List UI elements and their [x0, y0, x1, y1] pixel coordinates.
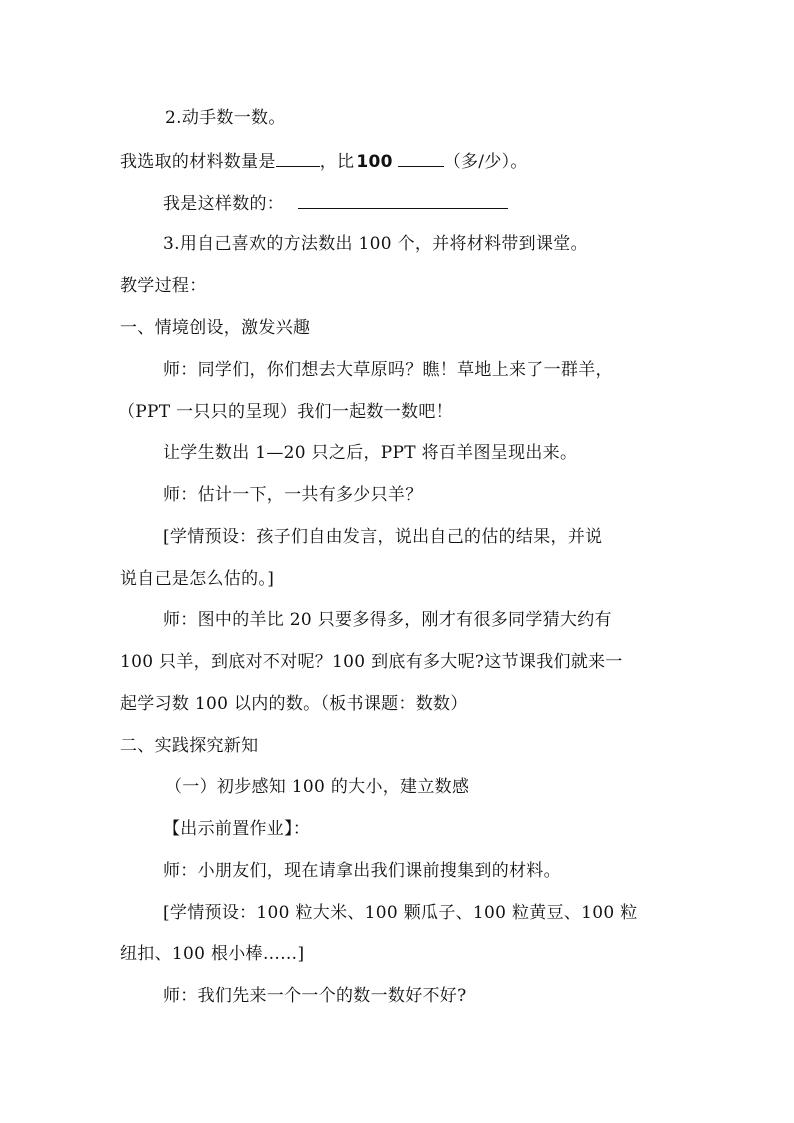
step2-title: 2.动手数一数。: [165, 108, 286, 128]
subsection1-title: （一）初步感知 100 的大小，建立数感: [165, 777, 470, 797]
section1-title: 一、情境创设，激发兴趣: [120, 318, 311, 338]
paragraph-5-line-1: 师：图中的羊比 20 只要多得多，刚才有很多同学猜大约有: [163, 610, 612, 630]
paragraph-8: 师：我们先来一个一个的数一数好不好?: [163, 986, 467, 1006]
count-method-label: 我是这样数的：: [163, 194, 285, 214]
material-suffix: （多/少）。: [443, 152, 528, 172]
more-less-blank[interactable]: [398, 148, 444, 167]
paragraph-3: 师：估计一下，一共有多少只羊？: [163, 485, 423, 505]
paragraph-4-line-1: [学情预设：孩子们自由发言，说出自己的估的结果，并说: [163, 527, 603, 547]
homework-title: 【出示前置作业】：: [163, 819, 311, 839]
paragraph-7-line-2: 纽扣、100 根小棒……]: [120, 944, 305, 964]
paragraph-1-line-2: （PPT 一只只的呈现）我们一起数一数吧！: [118, 402, 453, 422]
material-quantity-line: [120, 148, 528, 174]
paragraph-7-line-1: [学情预设：100 粒大米、100 颗瓜子、100 粒黄豆、100 粒: [163, 903, 638, 923]
paragraph-5-line-2: 100 只羊，到底对不对呢？100 到底有多大呢?这节课我们就来一: [120, 652, 623, 672]
material-number: 100: [356, 152, 393, 172]
count-method-line: [163, 190, 508, 216]
material-count-blank[interactable]: [276, 148, 320, 167]
process-title: 教学过程：: [120, 276, 207, 296]
paragraph-6: 师：小朋友们，现在请拿出我们课前搜集到的材料。: [163, 861, 561, 881]
material-prefix: 我选取的材料数量是: [120, 152, 276, 172]
paragraph-5-line-3: 起学习数 100 以内的数。（板书课题：数数）: [120, 694, 468, 714]
paragraph-4-line-2: 说自己是怎么估的。]: [120, 569, 275, 589]
paragraph-2: 让学生数出 1—20 只之后，PPT 将百羊图呈现出来。: [163, 443, 578, 463]
count-method-blank[interactable]: [298, 190, 508, 209]
paragraph-1-line-1: 师：同学们，你们想去大草原吗？瞧！草地上来了一群羊，: [163, 360, 613, 380]
material-mid: ，比: [319, 152, 355, 172]
section2-title: 二、实践探究新知: [120, 736, 259, 756]
step3-text: 3.用自己喜欢的方法数出 100 个，并将材料带到课堂。: [163, 234, 588, 254]
